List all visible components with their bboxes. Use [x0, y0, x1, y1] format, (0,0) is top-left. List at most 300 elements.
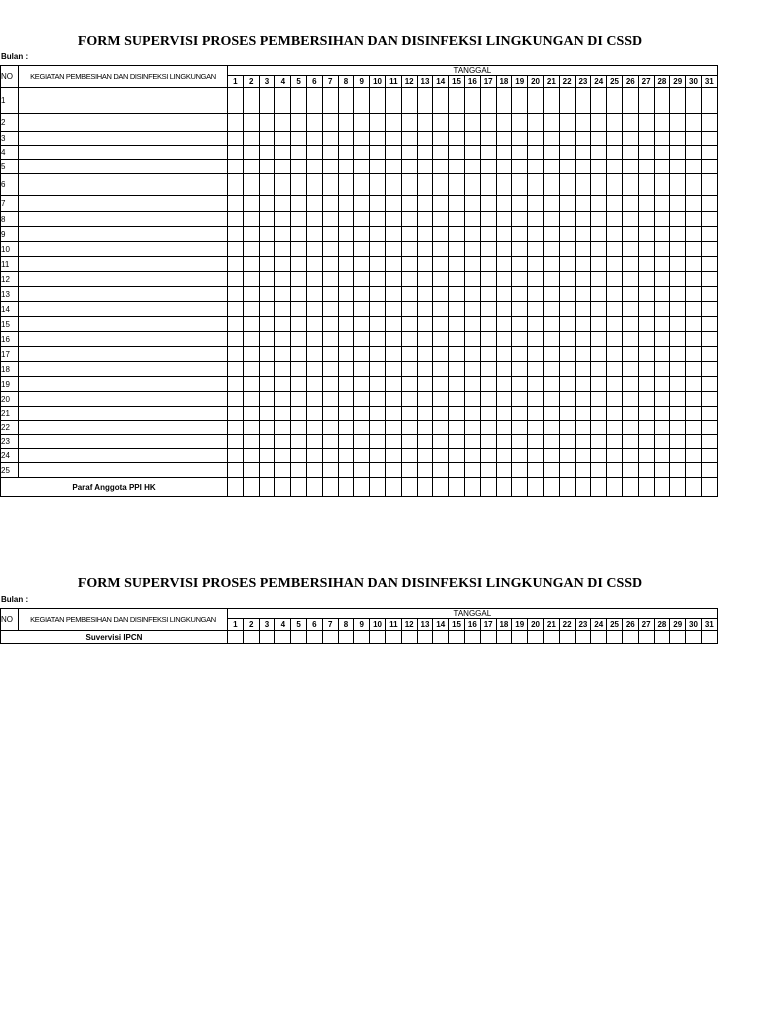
day-cell [512, 362, 528, 377]
day-header-2: 2 [243, 619, 259, 631]
kegiatan-cell [19, 196, 228, 212]
day-cell [306, 114, 322, 132]
day-cell [543, 257, 559, 272]
day-cell [228, 272, 244, 287]
day-cell [543, 227, 559, 242]
day-cell [480, 272, 496, 287]
day-cell [559, 421, 575, 435]
day-cell [701, 449, 717, 463]
day-cell [686, 242, 702, 257]
day-cell [338, 478, 354, 497]
day-cell [417, 362, 433, 377]
day-cell [607, 449, 623, 463]
day-cell [243, 160, 259, 174]
day-cell [259, 160, 275, 174]
day-cell [607, 407, 623, 421]
day-cell [433, 227, 449, 242]
day-cell [607, 227, 623, 242]
day-cell [385, 132, 401, 146]
day-cell [291, 227, 307, 242]
day-cell [575, 212, 591, 227]
day-cell [417, 174, 433, 196]
day-cell [228, 302, 244, 317]
day-cell [354, 132, 370, 146]
day-cell [322, 242, 338, 257]
day-cell [638, 392, 654, 407]
day-cell [543, 287, 559, 302]
day-cell [559, 257, 575, 272]
day-cell [701, 631, 717, 644]
day-cell [575, 302, 591, 317]
day-cell [449, 88, 465, 114]
day-cell [686, 435, 702, 449]
day-cell [512, 88, 528, 114]
day-header-15: 15 [449, 619, 465, 631]
day-cell [654, 212, 670, 227]
kegiatan-cell [19, 407, 228, 421]
table-row [1, 257, 718, 272]
day-cell [622, 347, 638, 362]
day-cell [385, 196, 401, 212]
day-cell [607, 421, 623, 435]
day-cell [575, 196, 591, 212]
day-cell [686, 196, 702, 212]
day-cell [654, 377, 670, 392]
day-cell [433, 242, 449, 257]
day-cell [338, 631, 354, 644]
day-header-27: 27 [638, 619, 654, 631]
day-cell [638, 347, 654, 362]
day-cell [670, 478, 686, 497]
day-cell [607, 631, 623, 644]
day-cell [243, 421, 259, 435]
day-cell [417, 227, 433, 242]
day-cell [559, 227, 575, 242]
day-cell [291, 631, 307, 644]
day-cell [385, 114, 401, 132]
day-cell [259, 212, 275, 227]
kegiatan-cell [19, 242, 228, 257]
day-cell [275, 302, 291, 317]
day-cell [480, 257, 496, 272]
day-cell [385, 435, 401, 449]
day-cell [433, 174, 449, 196]
day-cell [543, 132, 559, 146]
day-header-5: 5 [291, 619, 307, 631]
day-cell [496, 332, 512, 347]
day-cell [354, 146, 370, 160]
day-cell [591, 317, 607, 332]
day-cell [638, 212, 654, 227]
day-cell [370, 317, 386, 332]
day-cell [622, 478, 638, 497]
day-cell [638, 114, 654, 132]
day-cell [464, 287, 480, 302]
day-cell [401, 302, 417, 317]
day-cell [385, 392, 401, 407]
day-cell [512, 146, 528, 160]
day-cell [528, 332, 544, 347]
day-cell [591, 407, 607, 421]
day-cell [464, 332, 480, 347]
day-cell [322, 146, 338, 160]
day-cell [464, 174, 480, 196]
day-cell [228, 347, 244, 362]
day-cell [464, 478, 480, 497]
day-cell [559, 362, 575, 377]
day-cell [306, 132, 322, 146]
day-cell [417, 272, 433, 287]
day-cell [512, 160, 528, 174]
day-cell [670, 146, 686, 160]
kegiatan-cell [19, 272, 228, 287]
day-cell [528, 212, 544, 227]
day-cell [480, 362, 496, 377]
day-cell [370, 146, 386, 160]
day-cell [243, 332, 259, 347]
day-cell [417, 287, 433, 302]
day-cell [575, 407, 591, 421]
day-cell [306, 435, 322, 449]
day-cell [701, 287, 717, 302]
day-cell [559, 88, 575, 114]
day-cell [464, 227, 480, 242]
day-cell [480, 449, 496, 463]
day-cell [575, 160, 591, 174]
day-cell [480, 435, 496, 449]
day-cell [338, 287, 354, 302]
day-cell [638, 631, 654, 644]
day-cell [686, 463, 702, 478]
row-number: 15 [1, 317, 19, 332]
day-cell [354, 435, 370, 449]
day-cell [686, 132, 702, 146]
day-cell [496, 463, 512, 478]
day-header-16: 16 [464, 619, 480, 631]
row-number: 3 [1, 132, 19, 146]
day-cell [686, 257, 702, 272]
day-cell [401, 478, 417, 497]
day-cell [496, 132, 512, 146]
day-cell [607, 272, 623, 287]
day-cell [370, 132, 386, 146]
day-cell [686, 362, 702, 377]
day-cell [243, 407, 259, 421]
day-cell [559, 272, 575, 287]
day-cell [401, 287, 417, 302]
day-cell [686, 347, 702, 362]
day-cell [464, 257, 480, 272]
form1-title: FORM SUPERVISI PROSES PEMBERSIHAN DAN DISINFEKSI LINGKUNGAN DI CSSD [77, 34, 643, 49]
day-cell [275, 435, 291, 449]
kegiatan-cell [19, 227, 228, 242]
day-cell [243, 227, 259, 242]
day-cell [654, 317, 670, 332]
day-cell [512, 347, 528, 362]
day-cell [291, 160, 307, 174]
day-cell [701, 435, 717, 449]
day-cell [638, 449, 654, 463]
day-header-13: 13 [417, 76, 433, 88]
day-cell [528, 317, 544, 332]
day-cell [449, 196, 465, 212]
day-cell [401, 362, 417, 377]
day-cell [243, 377, 259, 392]
day-cell [512, 631, 528, 644]
day-cell [559, 242, 575, 257]
form2-bulan-label: Bulan : [1, 595, 29, 604]
day-cell [575, 362, 591, 377]
day-header-25: 25 [607, 619, 623, 631]
day-cell [291, 242, 307, 257]
day-cell [575, 435, 591, 449]
day-cell [607, 88, 623, 114]
day-header-6: 6 [306, 76, 322, 88]
table-row [1, 174, 718, 196]
day-cell [607, 302, 623, 317]
day-cell [686, 212, 702, 227]
day-cell [480, 421, 496, 435]
day-cell [701, 421, 717, 435]
day-cell [512, 242, 528, 257]
day-cell [417, 132, 433, 146]
day-cell [291, 174, 307, 196]
day-cell [354, 631, 370, 644]
day-cell [401, 132, 417, 146]
day-cell [575, 257, 591, 272]
day-cell [686, 392, 702, 407]
day-cell [417, 196, 433, 212]
day-cell [575, 272, 591, 287]
day-cell [291, 88, 307, 114]
day-cell [480, 392, 496, 407]
day-cell [385, 257, 401, 272]
day-cell [591, 160, 607, 174]
day-cell [338, 392, 354, 407]
day-cell [528, 257, 544, 272]
day-cell [464, 631, 480, 644]
day-cell [480, 146, 496, 160]
day-cell [417, 114, 433, 132]
day-cell [243, 114, 259, 132]
day-cell [528, 377, 544, 392]
day-cell [370, 174, 386, 196]
day-cell [401, 407, 417, 421]
day-cell [306, 174, 322, 196]
day-cell [622, 317, 638, 332]
day-cell [306, 347, 322, 362]
day-cell [370, 88, 386, 114]
day-cell [401, 212, 417, 227]
day-cell [291, 114, 307, 132]
day-cell [622, 132, 638, 146]
day-cell [228, 196, 244, 212]
day-cell [370, 196, 386, 212]
day-cell [622, 449, 638, 463]
kegiatan-cell [19, 287, 228, 302]
day-cell [512, 435, 528, 449]
table-row [1, 160, 718, 174]
kegiatan-header: KEGIATAN PEMBESIHAN DAN DISINFEKSI LINGKUNGAN [19, 66, 228, 88]
day-cell [654, 463, 670, 478]
day-cell [401, 114, 417, 132]
day-cell [259, 196, 275, 212]
day-cell [464, 114, 480, 132]
day-cell [291, 347, 307, 362]
day-cell [401, 347, 417, 362]
day-cell [306, 88, 322, 114]
day-cell [417, 160, 433, 174]
day-cell [370, 392, 386, 407]
day-cell [543, 463, 559, 478]
day-cell [559, 302, 575, 317]
day-cell [401, 377, 417, 392]
day-cell [591, 478, 607, 497]
day-cell [686, 88, 702, 114]
day-cell [306, 146, 322, 160]
tanggal-header: TANGGAL [228, 609, 718, 619]
day-cell [480, 212, 496, 227]
day-header-12: 12 [401, 619, 417, 631]
day-cell [654, 347, 670, 362]
day-cell [575, 88, 591, 114]
kegiatan-header: KEGIATAN PEMBESIHAN DAN DISINFEKSI LINGKUNGAN [19, 609, 228, 631]
day-header-7: 7 [322, 76, 338, 88]
day-cell [575, 449, 591, 463]
day-cell [622, 631, 638, 644]
day-cell [243, 435, 259, 449]
day-cell [622, 257, 638, 272]
row-number: 4 [1, 146, 19, 160]
day-header-1: 1 [228, 76, 244, 88]
day-cell [243, 212, 259, 227]
day-cell [559, 196, 575, 212]
day-cell [401, 449, 417, 463]
day-cell [322, 174, 338, 196]
kegiatan-cell [19, 347, 228, 362]
day-cell [622, 227, 638, 242]
day-cell [291, 196, 307, 212]
day-cell [543, 407, 559, 421]
day-cell [354, 227, 370, 242]
day-cell [528, 302, 544, 317]
day-cell [275, 212, 291, 227]
row-number: 23 [1, 435, 19, 449]
day-cell [480, 332, 496, 347]
day-cell [512, 478, 528, 497]
day-cell [370, 478, 386, 497]
day-cell [243, 88, 259, 114]
day-header-18: 18 [496, 619, 512, 631]
day-cell [496, 272, 512, 287]
day-cell [354, 377, 370, 392]
day-cell [401, 463, 417, 478]
day-cell [433, 478, 449, 497]
day-cell [575, 132, 591, 146]
day-cell [228, 227, 244, 242]
day-header-13: 13 [417, 619, 433, 631]
day-header-3: 3 [259, 619, 275, 631]
day-cell [433, 302, 449, 317]
day-cell [322, 317, 338, 332]
day-cell [354, 257, 370, 272]
day-cell [385, 302, 401, 317]
day-cell [622, 212, 638, 227]
day-cell [259, 435, 275, 449]
day-cell [306, 421, 322, 435]
day-cell [338, 114, 354, 132]
day-cell [243, 257, 259, 272]
day-cell [322, 114, 338, 132]
row-number: 17 [1, 347, 19, 362]
day-cell [275, 227, 291, 242]
day-cell [354, 272, 370, 287]
row-number: 2 [1, 114, 19, 132]
day-cell [607, 332, 623, 347]
day-cell [528, 631, 544, 644]
row-number: 11 [1, 257, 19, 272]
day-cell [338, 196, 354, 212]
day-cell [607, 132, 623, 146]
day-cell [701, 302, 717, 317]
day-cell [622, 160, 638, 174]
day-cell [322, 227, 338, 242]
day-cell [322, 332, 338, 347]
day-cell [338, 242, 354, 257]
day-cell [417, 631, 433, 644]
day-cell [243, 132, 259, 146]
day-cell [370, 114, 386, 132]
day-cell [338, 317, 354, 332]
day-cell [464, 347, 480, 362]
day-header-30: 30 [686, 619, 702, 631]
day-cell [480, 407, 496, 421]
day-cell [228, 242, 244, 257]
day-cell [591, 227, 607, 242]
day-cell [322, 435, 338, 449]
day-cell [354, 362, 370, 377]
day-cell [512, 227, 528, 242]
day-cell [417, 392, 433, 407]
day-cell [259, 272, 275, 287]
day-cell [575, 227, 591, 242]
day-cell [275, 317, 291, 332]
day-cell [291, 478, 307, 497]
table-row [1, 302, 718, 317]
day-cell [338, 146, 354, 160]
day-cell [512, 421, 528, 435]
day-cell [591, 377, 607, 392]
day-cell [259, 407, 275, 421]
day-cell [338, 272, 354, 287]
day-cell [559, 392, 575, 407]
day-cell [243, 196, 259, 212]
day-cell [449, 332, 465, 347]
day-cell [607, 287, 623, 302]
day-cell [291, 257, 307, 272]
day-cell [559, 174, 575, 196]
day-cell [638, 407, 654, 421]
day-cell [417, 407, 433, 421]
day-cell [449, 631, 465, 644]
day-cell [654, 435, 670, 449]
day-cell [449, 160, 465, 174]
day-cell [480, 196, 496, 212]
day-cell [433, 631, 449, 644]
day-cell [291, 449, 307, 463]
day-cell [243, 317, 259, 332]
day-cell [259, 377, 275, 392]
